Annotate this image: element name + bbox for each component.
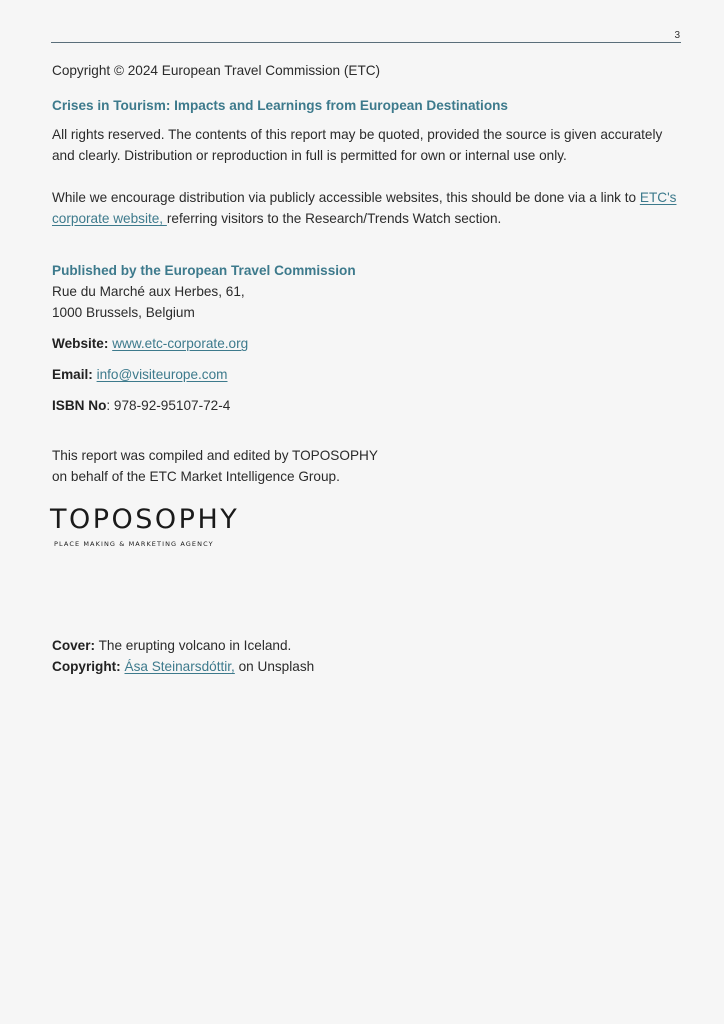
email-row [52, 364, 684, 385]
compiled-line-1: This report was compiled and edited by TOPOSOPHY [52, 448, 378, 463]
report-title: Crises in Tourism: Impacts and Learnings from European Destinations [52, 98, 508, 113]
photo-copyright-row [52, 656, 684, 677]
rights-paragraph: All rights reserved. The contents of this report may be quoted, provided the source is given accurately and clearly. Distribution or reproduction in full is permitted for own or internal use only. [52, 127, 663, 163]
website-row [52, 333, 684, 354]
toposophy-logo [50, 505, 250, 555]
photo-copyright-label: Copyright: [52, 659, 121, 674]
distribution-paragraph [52, 187, 686, 229]
cover-label: Cover: [52, 638, 96, 653]
cover-value: The erupting volcano in Iceland. [95, 638, 292, 653]
isbn-row [52, 395, 684, 416]
page-number: 3 [674, 30, 680, 41]
logo-wordmark: TOPOSOPHY [50, 504, 240, 535]
address-line-2: 1000 Brussels, Belgium [52, 305, 195, 320]
photographer-link[interactable]: Ása Steinarsdóttir, [124, 659, 235, 674]
address-line-1: Rue du Marché aux Herbes, 61, [52, 284, 245, 299]
website-label: Website: [52, 336, 109, 351]
isbn-label: ISBN No [52, 398, 107, 413]
compiled-line-2: on behalf of the ETC Market Intelligence Group. [52, 469, 340, 484]
cover-row [52, 635, 684, 656]
publisher-heading: Published by the European Travel Commission [52, 263, 356, 278]
website-link[interactable]: www.etc-corporate.org [112, 336, 249, 351]
photo-copyright-suffix: on Unsplash [234, 659, 315, 674]
email-link[interactable]: info@visiteurope.com [96, 367, 228, 382]
logo-tagline: PLACE MAKING & MARKETING AGENCY [54, 540, 214, 548]
header-divider [51, 42, 681, 43]
distribution-text-after: referring visitors to the Research/Trends Watch section. [166, 211, 502, 226]
isbn-value: : 978-92-95107-72-4 [106, 398, 231, 413]
email-label: Email: [52, 367, 93, 382]
copyright-line: Copyright © 2024 European Travel Commission (ETC) [52, 63, 381, 78]
etc-corporate-website-link[interactable]: ETC's corporate website, [52, 190, 677, 226]
distribution-text-before: While we encourage distribution via publicly accessible websites, this should be done via a link to [52, 190, 640, 205]
